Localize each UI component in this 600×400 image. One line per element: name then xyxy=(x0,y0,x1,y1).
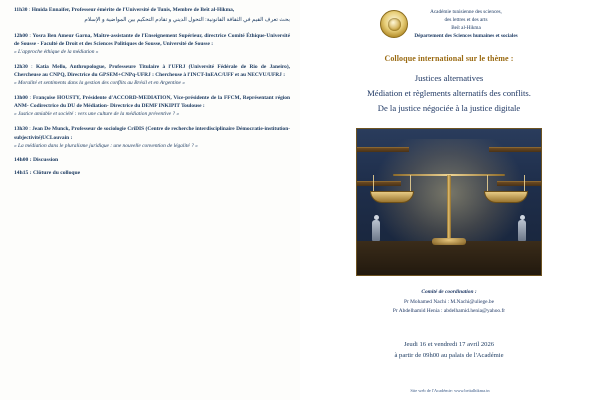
institution-line-3: Beït al-Hikma xyxy=(451,25,481,32)
institution-line-2: des lettres et des arts xyxy=(444,17,488,24)
program-item-speaker: Yosra Ben Ameur Garna, Maître-assistante de l'Enseignement Supérieur, directrice Comité Éthique-Université de Sousse - Faculté de Droit et des Sciences Politiques de Sousse, Université de Sousse : xyxy=(14,32,290,47)
institution-header xyxy=(310,8,588,40)
cover-panel xyxy=(300,0,600,400)
committee-member-2: Pr Abdelhamid Henia : abdelhamid.henia@yahoo.fr xyxy=(392,307,506,314)
program-item-speaker: Hmida Ennaifer, Professeur émérite de l'Université de Tunis, Membre de Beït al-Hikma, xyxy=(31,7,235,13)
program-item xyxy=(14,125,290,149)
program-item-time: 13h30 xyxy=(14,126,28,133)
academy-seal-icon xyxy=(380,10,408,38)
institution-line-1: Académie tunisienne des sciences, xyxy=(430,9,502,15)
scale-base xyxy=(432,238,466,245)
program-item-time: 12h30 xyxy=(14,63,28,70)
program-item-time: 13h00 xyxy=(14,95,28,102)
committee-header: Comité de coordination : xyxy=(421,289,477,296)
colloquium-title xyxy=(367,71,531,116)
program-discussion: 14h00 : Discussion xyxy=(14,156,59,163)
program-item-speaker: Katia Mello, Anthropologue, Professeure Titulaire à l'UFRJ (Université Fédérale de Rio de Janeiro), Chercheuse au CNPQ, Directrice du GPSEM+CNPq-UFRJ : Chercheuse à l'INCT-InEAC/UFF et au NECVU/UFRJ : xyxy=(14,63,290,78)
academy-website: Site web de l'Académie: www.beitalhikma.tn xyxy=(410,388,490,393)
bookshelf-left-mid xyxy=(357,181,401,186)
bookshelf-right-mid xyxy=(497,181,541,186)
scale-pan-left xyxy=(370,191,414,203)
bookshelf-left-top xyxy=(357,147,409,152)
program-item-title: « Moralité et sentiments dans la gestion des conflits au Brésil et en Argentine » xyxy=(14,80,185,87)
institution-text xyxy=(414,8,517,40)
program-item-sep: : xyxy=(27,126,33,133)
person-figure-right xyxy=(517,215,527,241)
program-item-sep: : xyxy=(27,32,33,39)
figure-body xyxy=(518,220,526,241)
colloquium-title-line-2: Médiation et règlements alternatifs des conflits. xyxy=(367,88,531,99)
scale-post xyxy=(447,175,451,241)
colloquium-title-line-3: De la justice négociée à la justice digitale xyxy=(377,103,521,114)
program-item xyxy=(14,32,290,56)
event-time-venue-line: à partir de 09h00 au palais de l'Académie xyxy=(394,352,504,360)
program-item-title: « La médiation dans le pluralisme juridique : une nouvelle convention de légalité ? » xyxy=(14,142,198,149)
colloquium-title-line-1: Justices alternatives xyxy=(414,73,484,84)
program-item-speaker: Françoise HOUSTY, Présidente d'ACCORD-MEDIATION, Vice-présidente de la FFCM, Représentant région ANM- Codirectrice du DU de Médiation- Directrice du DEMF INKIPIT Toulouse : xyxy=(14,95,290,110)
coordination-committee xyxy=(393,288,505,315)
institution-department: Département des Sciences humaines et sociales xyxy=(414,33,518,40)
colloquium-theme-label: Colloque international sur le thème : xyxy=(384,54,514,64)
program-item-time: 12h00 xyxy=(14,32,28,39)
program-item-time: 11h30 xyxy=(14,7,28,13)
bookshelf-right-top xyxy=(489,147,541,152)
program-item-arabic: بحث تعرف القيم في الثقافة القانونية: التحول الديني و تقادم التحكيم بين المواضية و الإسلام xyxy=(84,17,290,24)
program-item-speaker: Jean De Munck, Professeur de sociologie CriDIS (Centre de recherche interdisciplinaire Démocratie-institution-subjectivité)UCLouvain : xyxy=(14,126,290,141)
program-item-title: « L'approche éthique de la médiation » xyxy=(14,48,99,55)
event-dates xyxy=(394,339,503,361)
figure-body xyxy=(372,220,380,241)
scale-pan-right xyxy=(484,191,528,203)
program-item xyxy=(14,6,290,25)
person-figure-left xyxy=(371,215,381,241)
program-item xyxy=(14,63,290,87)
program-item-title: « Justice amiable et société : vers une culture de la médiation préventive ? » xyxy=(14,111,180,118)
program-item-sep: : xyxy=(27,7,32,13)
program-item-sep: : xyxy=(27,95,33,102)
scales-of-justice-illustration xyxy=(356,128,542,276)
event-date-line: Jeudi 16 et vendredi 17 avril 2026 xyxy=(403,341,495,349)
program-item-sep: : xyxy=(27,63,36,70)
illustration-floor xyxy=(357,241,541,275)
committee-member-1: Pr Mohamed Nachi : M.Nachi@uliege.be xyxy=(404,298,494,305)
program-item xyxy=(14,94,290,118)
program-closing: 14h15 : Clôture du colloque xyxy=(14,169,81,176)
